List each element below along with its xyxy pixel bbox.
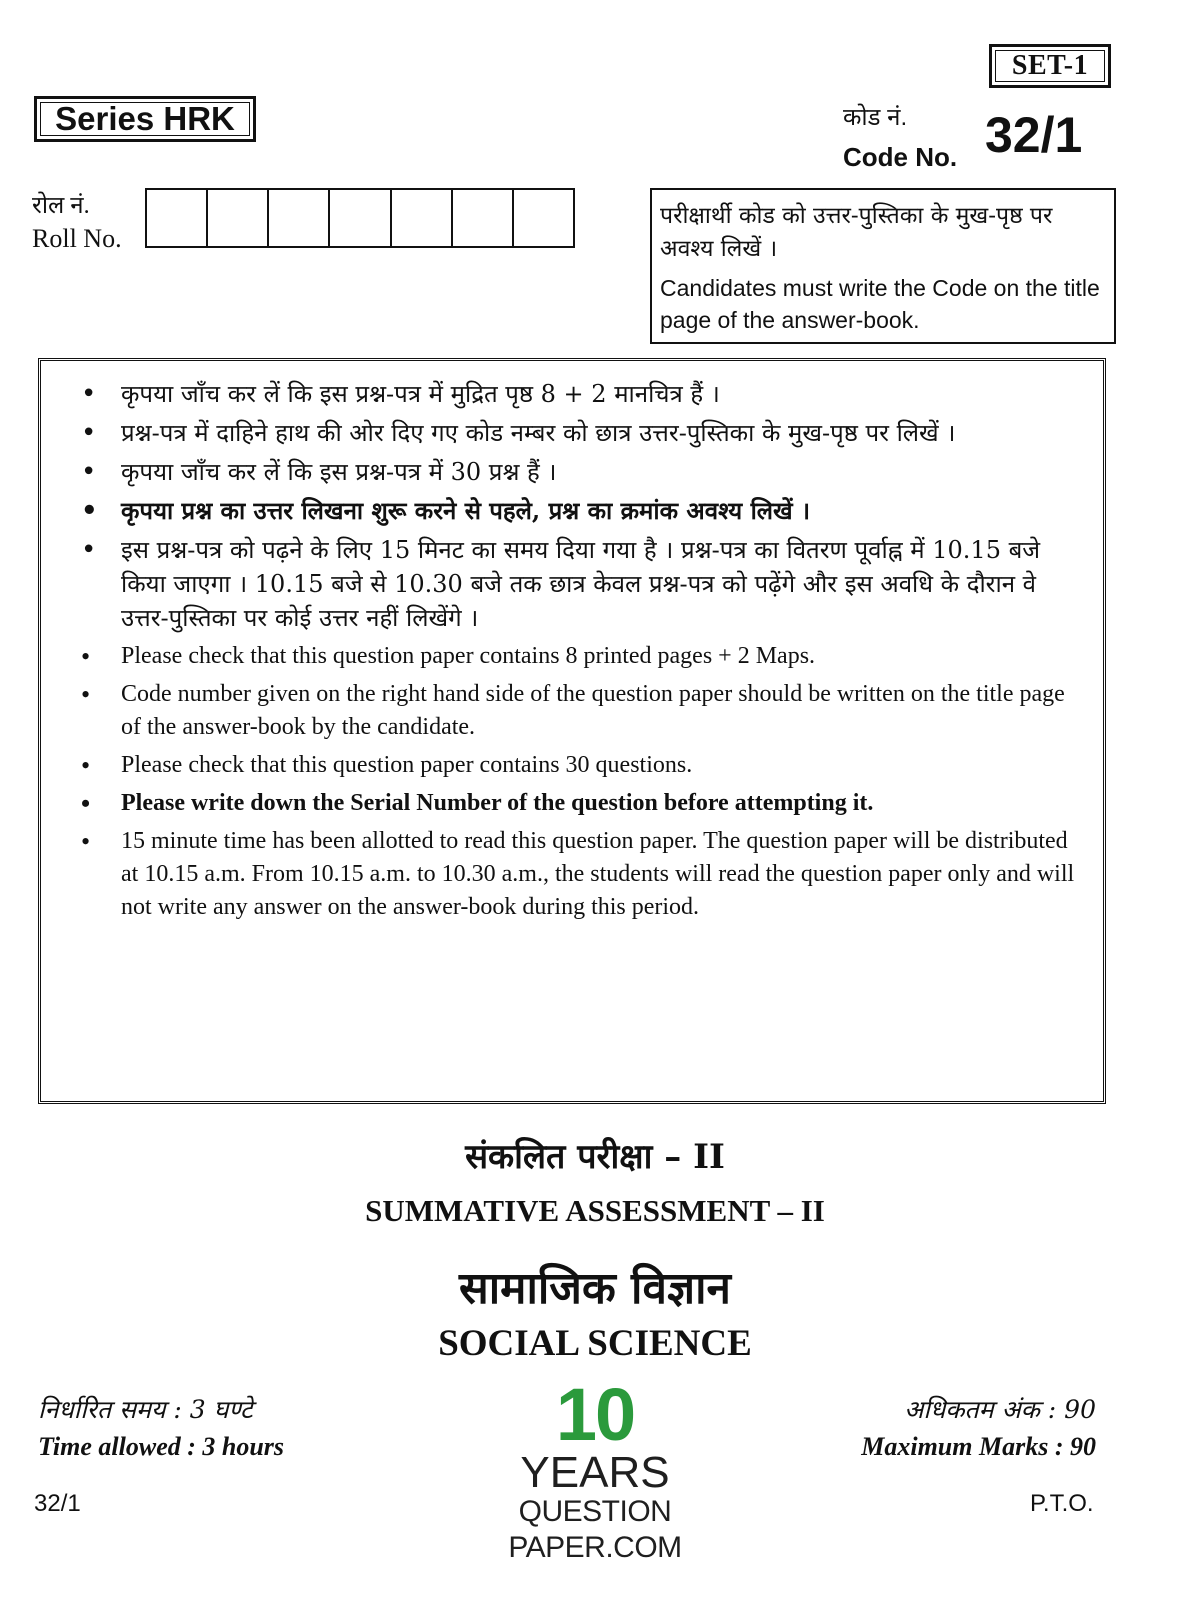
instruction-item: • 15 minute time has been allotted to read this question paper. The question paper will be distributed at 10.15 a.m. From 10.15 a.m. to 10.30 a.m., the students will read the question paper only and will not write any answer on the answer-book during this period. (79, 825, 1077, 924)
code-instruction-hindi: परीक्षार्थी कोड को उत्तर-पुस्तिका के मुख-पृष्ठ पर अवश्य लिखें । (660, 203, 1053, 262)
set-text: SET-1 (1011, 50, 1089, 81)
subject-title-english: SOCIAL SCIENCE (438, 1323, 752, 1364)
logo-number: 10 (555, 1373, 635, 1456)
instruction-item: • प्रश्न-पत्र में दाहिने हाथ की ओर दिए गए कोड नम्बर को छात्र उत्तर-पुस्तिका के मुख-पृष्ठ पर लिखें । (79, 416, 1077, 450)
code-instruction-english: Candidates must write the Code on the title page of the answer-book. (660, 275, 1100, 333)
instruction-item: • कृपया जाँच कर लें कि इस प्रश्न-पत्र में 30 प्रश्न हैं । (79, 455, 1077, 489)
roll-digit-box[interactable] (147, 190, 208, 246)
general-instructions-box (38, 358, 1106, 1104)
instruction-list (79, 377, 1077, 924)
instruction-item: • इस प्रश्न-पत्र को पढ़ने के लिए 15 मिनट का समय दिया गया है । प्रश्न-पत्र का वितरण पूर्वाह्न में 10.15 बजे किया जाएगा । 10.15 बजे से 10.30 बजे तक छात्र केवल प्रश्न-पत्र को पढ़ेंगे और इस अवधि के दौरान वे उत्तर-पुस्तिका पर कोई उत्तर नहीं लिखेंगे । (79, 533, 1077, 635)
time-allowed-hindi: निर्धारित समय : 3 घण्टे (38, 1395, 253, 1424)
series-text: Series HRK (55, 100, 235, 137)
max-marks-hindi: अधिकतम अंक : 90 (904, 1395, 1096, 1424)
code-label-hindi: कोड नं. (843, 104, 908, 131)
instruction-item: • Please check that this question paper contains 30 questions. (79, 749, 1077, 782)
roll-number-boxes[interactable] (145, 188, 575, 248)
subject-title-hindi: सामाजिक विज्ञान (459, 1263, 731, 1314)
roll-label-hindi: रोल नं. (32, 193, 90, 219)
logo-years: YEARS (520, 1448, 670, 1497)
roll-digit-box[interactable] (392, 190, 453, 246)
watermark-logo (430, 1373, 760, 1564)
exam-title-hindi: संकलित परीक्षा – II (465, 1137, 725, 1177)
instruction-item: • कृपया प्रश्न का उत्तर लिखना शुरू करने से पहले, प्रश्न का क्रमांक अवश्य लिखें । (79, 494, 1077, 528)
instruction-item: • Please check that this question paper contains 8 printed pages + 2 Maps. (79, 640, 1077, 673)
set-label (989, 44, 1111, 88)
time-allowed-english: Time allowed : 3 hours (38, 1432, 285, 1461)
instruction-item: • Code number given on the right hand side of the question paper should be written on the title page of the answer-book by the candidate. (79, 678, 1077, 744)
roll-digit-box[interactable] (330, 190, 391, 246)
roll-digit-box[interactable] (208, 190, 269, 246)
instruction-item: • Please write down the Serial Number of the question before attempting it. (79, 787, 1077, 820)
code-number: 32/1 (985, 107, 1083, 163)
roll-label-english: Roll No. (32, 224, 122, 253)
exam-title-english: SUMMATIVE ASSESSMENT – II (365, 1193, 825, 1228)
instruction-item: • कृपया जाँच कर लें कि इस प्रश्न-पत्र में मुद्रित पृष्ठ 8 + 2 मानचित्र हैं । (79, 377, 1077, 411)
roll-digit-box[interactable] (269, 190, 330, 246)
logo-site: QUESTION PAPER.COM (508, 1495, 682, 1564)
code-instruction-box (650, 188, 1116, 344)
max-marks-english: Maximum Marks : 90 (861, 1432, 1096, 1461)
code-label-english: Code No. (843, 142, 958, 172)
series-label (34, 96, 256, 142)
roll-digit-box[interactable] (514, 190, 573, 246)
pto-label: P.T.O. (1030, 1490, 1094, 1517)
footer-code: 32/1 (34, 1490, 81, 1517)
roll-digit-box[interactable] (453, 190, 514, 246)
